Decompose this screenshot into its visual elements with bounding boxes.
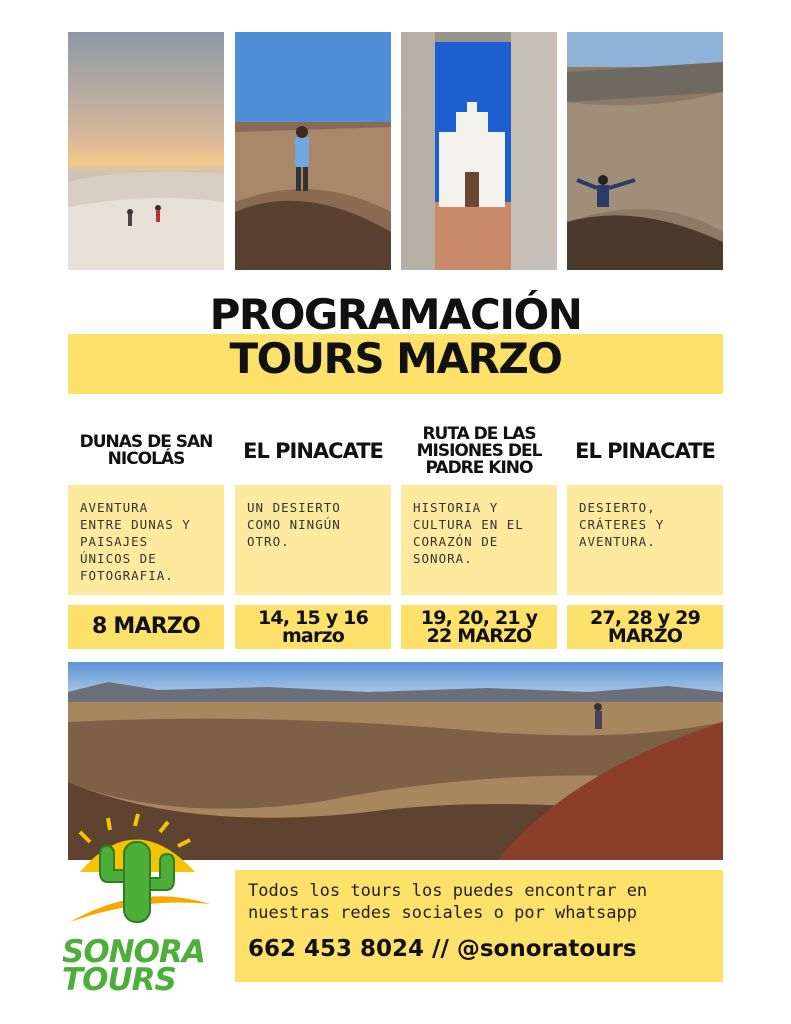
contact-line: 662 453 8024 // @sonoratours — [248, 936, 637, 962]
info-text: Todos los tours los puedes encontrar en nuestras redes sociales o por whatsapp — [248, 881, 648, 923]
crater-edge-photo — [235, 32, 391, 270]
headline-line2: TOURS MARZO — [229, 334, 562, 383]
mission-church-photo — [401, 32, 557, 270]
logo-wordmark-sonora: SONORA — [62, 934, 205, 970]
dunes-sunset-photo — [68, 32, 224, 270]
tour-title: EL PINACATE — [243, 438, 383, 463]
tour-description: DESIERTO, CRÁTERES Y AVENTURA. — [567, 485, 723, 595]
tour-date: 27, 28 y 29 MARZO — [567, 605, 723, 649]
tour-date: 8 MARZO — [68, 605, 224, 649]
logo-wordmark-tours: TOURS — [62, 962, 176, 998]
tour-description: UN DESIERTO COMO NINGÚN OTRO. — [235, 485, 391, 595]
tour-title: EL PINACATE — [575, 438, 715, 463]
tour-title: RUTA DE LAS MISIONES DEL PADRE KINO — [416, 423, 542, 478]
crater-arms-open-photo — [567, 32, 723, 270]
tour-title: DUNAS DE SAN NICOLÁS — [79, 432, 213, 469]
tour-date: 19, 20, 21 y 22 MARZO — [401, 605, 557, 649]
tour-description: AVENTURA ENTRE DUNAS Y PAISAJES ÚNICOS DE FOTOGRAFIA. — [68, 485, 224, 595]
tour-date: 14, 15 y 16 marzo — [235, 605, 391, 649]
headline-line1: PROGRAMACIÓN — [209, 290, 582, 339]
tour-description: HISTORIA Y CULTURA EN EL CORAZÓN DE SONORA. — [401, 485, 557, 595]
